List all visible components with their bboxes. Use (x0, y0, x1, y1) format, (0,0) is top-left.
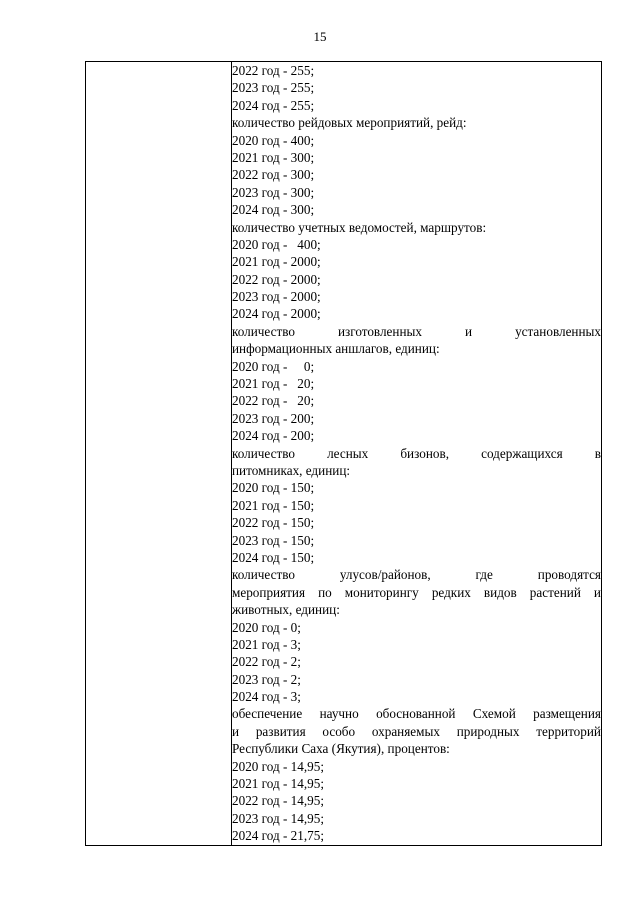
text-line: 2021 год - 2000; (232, 254, 321, 270)
text-line: 2022 год - 150; (232, 515, 315, 531)
text-line: 2021 год - 150; (232, 497, 315, 513)
text-line: 2024 год - 150; (232, 549, 315, 565)
text-line: животных, единиц: (232, 602, 340, 618)
text-line: 2020 год - 14,95; (232, 758, 324, 774)
text-line: 2022 год - 255; (232, 63, 315, 78)
indicator-lines (232, 62, 601, 845)
text-line: 2024 год - 300; (232, 202, 315, 218)
text-line: количество учетных ведомостей, маршрутов: (232, 219, 487, 235)
text-line: 2021 год - 3; (232, 636, 301, 652)
text-line: 2020 год - 0; (232, 619, 301, 635)
text-line: 2022 год - 2000; (232, 271, 321, 287)
text-line: 2021 год - 20; (232, 376, 315, 392)
text-line: 2024 год - 2000; (232, 306, 321, 322)
text-line: 2023 год - 150; (232, 532, 315, 548)
text-line: 2022 год - 20; (232, 393, 315, 409)
text-line: 2023 год - 2000; (232, 289, 321, 305)
text-line: 2024 год - 3; (232, 689, 301, 705)
table-cell-indicators (232, 62, 602, 846)
text-line: и развития особо охраняемых природных территорий (232, 723, 601, 739)
text-line: 2023 год - 14,95; (232, 810, 324, 826)
text-line: 2023 год - 200; (232, 410, 315, 426)
text-line: питомниках, единиц: (232, 462, 351, 478)
text-line: 2020 год - 400; (232, 132, 315, 148)
text-line: Республики Саха (Якутия), процентов: (232, 741, 450, 757)
text-line: обеспечение научно обоснованной Схемой размещения (232, 706, 601, 722)
page-number: 15 (313, 29, 327, 44)
text-line: 2021 год - 14,95; (232, 776, 324, 792)
text-line: количество рейдовых мероприятий, рейд: (232, 115, 467, 131)
text-line: количество изготовленных и установленных (232, 323, 601, 339)
text-line: количество лесных бизонов, содержащихся в (232, 445, 601, 461)
text-line: 2024 год - 255; (232, 97, 315, 113)
text-line: 2024 год - 200; (232, 428, 315, 444)
text-line: 2021 год - 300; (232, 149, 315, 165)
text-line: 2020 год - 0; (232, 358, 315, 374)
text-line: 2022 год - 300; (232, 167, 315, 183)
text-line: количество улусов/районов, где проводятся (232, 567, 601, 583)
text-line: 2023 год - 300; (232, 184, 315, 200)
indicators-table (85, 61, 602, 846)
text-line: 2023 год - 2; (232, 671, 301, 687)
text-line: 2022 год - 2; (232, 654, 301, 670)
text-line: информационных аншлагов, единиц: (232, 341, 440, 357)
table-row (86, 62, 602, 846)
text-line: мероприятия по мониторингу редких видов растений и (232, 584, 601, 600)
text-line: 2020 год - 150; (232, 480, 315, 496)
text-line: 2023 год - 255; (232, 80, 315, 96)
text-line: 2020 год - 400; (232, 236, 321, 252)
text-line: 2022 год - 14,95; (232, 793, 324, 809)
text-line: 2024 год - 21,75; (232, 828, 324, 844)
table-cell-left-empty (86, 62, 232, 846)
